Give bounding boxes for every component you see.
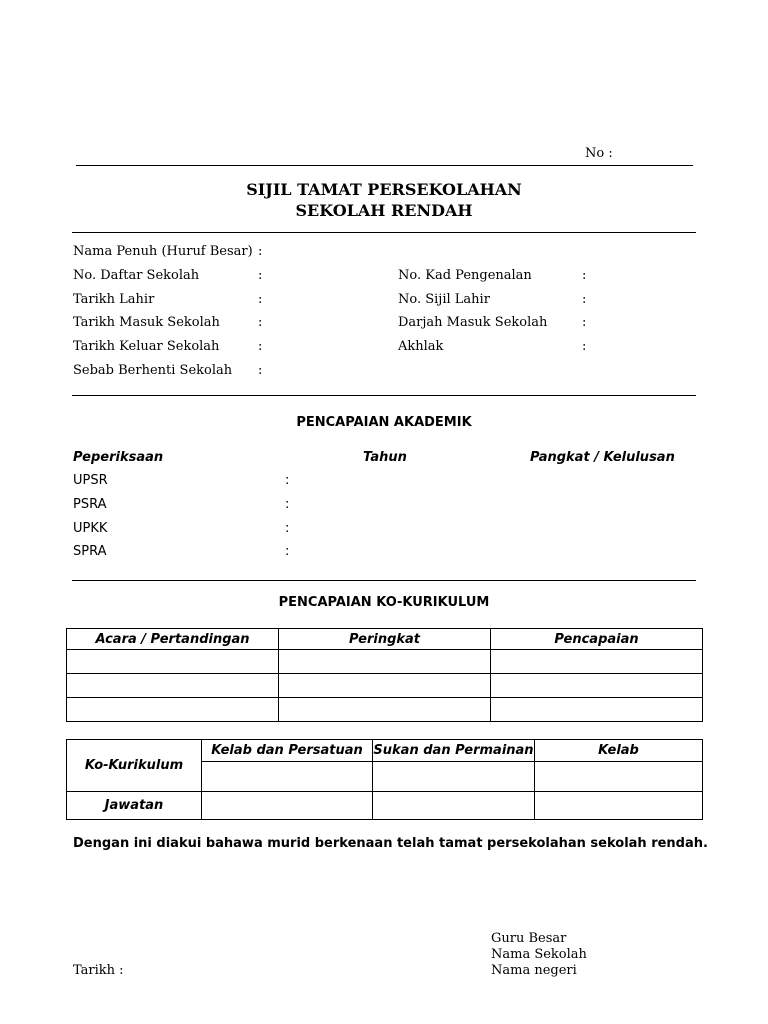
field-colon: :	[258, 268, 263, 283]
table-cell	[67, 698, 279, 722]
field-colon: :	[258, 339, 263, 354]
table-cell	[491, 674, 703, 698]
field-label-school-exit-date: Tarikh Keluar Sekolah	[73, 339, 220, 354]
field-colon: :	[258, 292, 263, 307]
field-colon: :	[258, 315, 263, 330]
table-cell	[202, 762, 373, 792]
table-cell	[535, 762, 703, 792]
table-header-clubs-societies: Kelab dan Persatuan	[202, 740, 373, 762]
cocurricular-achievement-table	[66, 628, 703, 722]
table-header-level: Peringkat	[279, 629, 491, 650]
signature-state-name: Nama negeri	[491, 963, 577, 978]
table-cell	[67, 674, 279, 698]
academic-header-year: Tahun	[363, 450, 407, 465]
table-header-event: Acara / Pertandingan	[67, 629, 279, 650]
field-label-conduct: Akhlak	[398, 339, 444, 354]
certificate-subtitle: SEKOLAH RENDAH	[295, 201, 473, 220]
field-label-full-name: Nama Penuh (Huruf Besar)	[73, 244, 253, 259]
table-row	[67, 698, 703, 722]
academic-header-exam: Peperiksaan	[73, 450, 164, 465]
table-cell	[491, 650, 703, 674]
row-label-position: Jawatan	[67, 792, 202, 820]
field-label-date-of-birth: Tarikh Lahir	[73, 292, 155, 307]
certificate-number-label: No :	[585, 146, 613, 161]
declaration-text: Dengan ini diakui bahawa murid berkenaan telah tamat persekolahan sekolah rendah.	[73, 836, 708, 851]
table-header-sports-games: Sukan dan Permainan	[373, 740, 535, 762]
header-divider	[76, 165, 693, 166]
signature-role: Guru Besar	[491, 931, 567, 946]
table-cell	[279, 650, 491, 674]
field-colon: :	[582, 315, 587, 330]
date-label: Tarikh :	[73, 963, 124, 978]
row-label-cocurricular: Ko-Kurikulum	[67, 740, 202, 792]
field-colon: :	[582, 292, 587, 307]
table-row	[67, 674, 703, 698]
field-label-school-registration-no: No. Daftar Sekolah	[73, 268, 200, 283]
exam-name-upsr: UPSR	[73, 473, 108, 488]
table-cell	[373, 792, 535, 820]
table-cell	[491, 698, 703, 722]
field-label-reason-for-leaving: Sebab Berhenti Sekolah	[73, 363, 233, 378]
field-label-school-entry-date: Tarikh Masuk Sekolah	[73, 315, 220, 330]
field-label-ic-number: No. Kad Pengenalan	[398, 268, 532, 283]
table-cell	[535, 792, 703, 820]
exam-name-upkk: UPKK	[73, 521, 108, 536]
exam-colon: :	[285, 473, 290, 488]
field-colon: :	[582, 268, 587, 283]
exam-colon: :	[285, 521, 290, 536]
signature-school-name: Nama Sekolah	[491, 947, 587, 962]
academic-section-divider	[72, 580, 696, 581]
table-cell	[279, 674, 491, 698]
field-colon: :	[258, 363, 263, 378]
field-label-entry-grade: Darjah Masuk Sekolah	[398, 315, 548, 330]
table-header-club: Kelab	[535, 740, 703, 762]
table-header-achievement: Pencapaian	[491, 629, 703, 650]
cocurricular-section-title: PENCAPAIAN KO-KURIKULUM	[278, 595, 490, 610]
academic-section-title: PENCAPAIAN AKADEMIK	[296, 415, 472, 430]
exam-colon: :	[285, 544, 290, 559]
cocurricular-position-table	[66, 739, 703, 820]
field-label-birth-certificate-no: No. Sijil Lahir	[398, 292, 490, 307]
exam-colon: :	[285, 497, 290, 512]
table-cell	[373, 762, 535, 792]
field-colon: :	[582, 339, 587, 354]
table-cell	[202, 792, 373, 820]
table-row	[67, 650, 703, 674]
certificate-title: SIJIL TAMAT PERSEKOLAHAN	[246, 180, 522, 199]
field-colon: :	[258, 244, 263, 259]
personal-section-divider	[72, 395, 696, 396]
academic-header-grade: Pangkat / Kelulusan	[530, 450, 675, 465]
table-cell	[67, 650, 279, 674]
exam-name-psra: PSRA	[73, 497, 107, 512]
table-row	[67, 792, 703, 820]
table-cell	[279, 698, 491, 722]
exam-name-spra: SPRA	[73, 544, 107, 559]
title-divider	[72, 232, 696, 233]
